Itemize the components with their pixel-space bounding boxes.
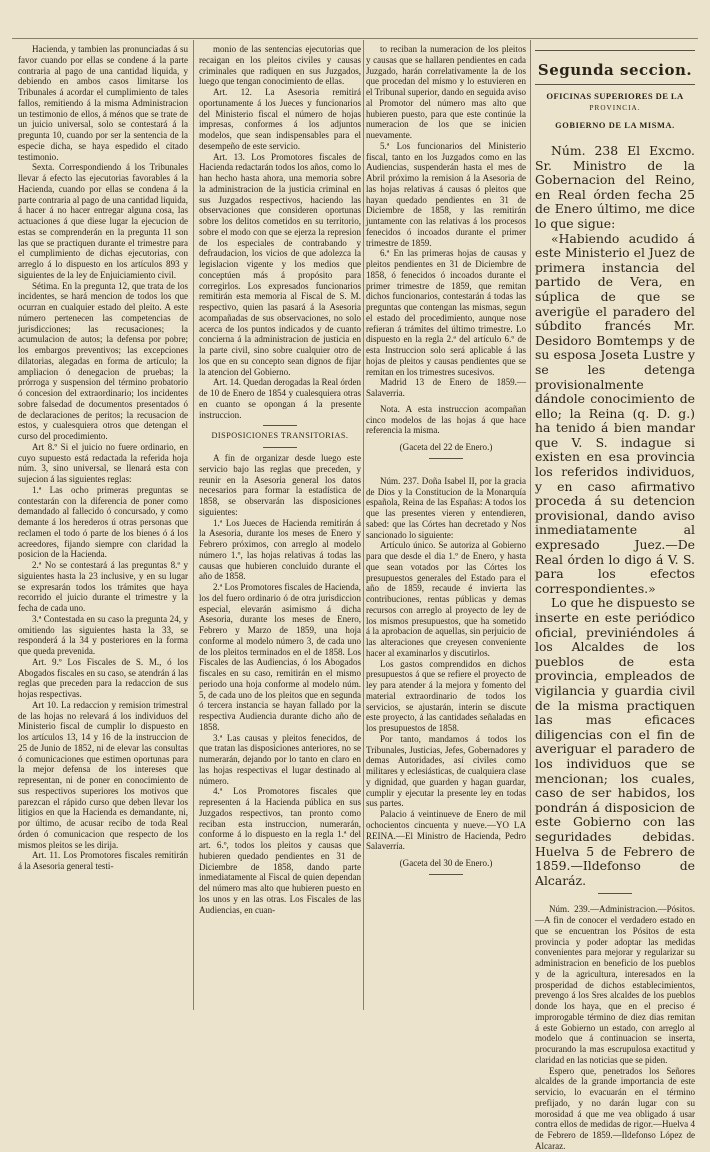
paragraph: Art. 13. Los Promotores fiscales de Hacienda redactarán todos los años, como lo han hecho hasta ahora, una memoria sobre la administracion de la justicia criminal en sus Juzgados respectivos, haciendo las observaciones que consideren oportunas sobre los delitos cometidos en su territorio, sobre el modo con que se ejerza la represion de los especiales de contrabando y defraudacion, los vicios de que adolezca la legislacion vigente y los medios que conceptúen más á propósito para corregirlos. Los expresados funcionarios remitirán esta memoria al Fiscal de S. M. respectivo, quien las pasará á la Asesoria acompañadas de sus observaciones, no solo acerca de los puntos indicados y de cuanto concierna á la administracion de justicia en la parte civil, sino sobre cualquier otro de los que en su concepto sean dignos de fijar la atencion del Gobierno. <box>199 151 361 377</box>
column-divider <box>193 40 194 1010</box>
column-2 <box>199 44 361 1012</box>
gazette-reference: (Gaceta del 22 de Enero.) <box>399 442 493 452</box>
paragraph: Art. 11. Los Promotores fiscales remitirán á la Asesoria general testi- <box>18 850 188 871</box>
paragraph: Los gastos comprendidos en dichos presupuestos á que se refiere el proyecto de ley para atender á la mejora y fomento del material extraordinario de todos los servicios, se ajustarán, interin se discute este proyecto, á las cantidades señaladas en los presupuestos de 1858. <box>366 658 526 733</box>
paragraph: Lo que he dispuesto se inserte en este periódico oficial, previniéndoles á los Alcaldes de los pueblos de esta provincia, empleados de vigilancia y guardia civil de la misma practiquen las mas eficaces diligencias con el fin de averiguar el paradero de los individuos que se mencionan; los cuales, caso de ser habidos, los pondrán á disposicion de este Gobierno con las seguridades debidas. Huelva 5 de Febrero de 1859.—Ildefonso de Alcaráz. <box>535 595 695 888</box>
offices-heading: OFICINAS SUPERIORES DE LA <box>546 90 684 101</box>
paragraph: Art 10. La redaccion y remision trimestral de las hojas no relevará á los individuos del Ministerio fiscal de cumplir lo dispuesto en los artículos 13, 14 y 16 de la instruccion de 25 de Junio de 1852, ni de elevar las consultas ó comunicaciones que estimen oportunas para la mejor defensa de los intereses que representan, ni de poner en conocimiento de sus respectivos superiores los motivos que parezcan el rápido curso que deben llevar los litigios en que la Hacienda es demandante, ni, por último, de acusar recibo de toda Real órden ó comunicacion que respecto de los mismos pleitos se les dirija. <box>18 699 188 850</box>
province-heading: PROVINCIA. <box>589 103 641 112</box>
paragraph: Palacio á veintinueve de Enero de mil ochocientos cincuenta y nueve.—YO LA REINA.—El Ministro de Hacienda, Pedro Salaverría. <box>366 809 526 852</box>
column-1 <box>18 44 188 1012</box>
paragraph: 3.ª Contestada en su caso la pregunta 24, y omitiendo las siguientes hasta la 33, se responderá á la 34 y posteriores en la forma que queda prevenida. <box>18 613 188 656</box>
column-3 <box>366 44 526 1012</box>
paragraph: monio de las sentencias ejecutorias que recaigan en los pleitos civiles y causas criminales que radiquen en sus Juzgados, luego que tengan conocimiento de ellas. <box>199 44 361 87</box>
paragraph: A fin de organizar desde luego este servicio bajo las reglas que preceden, y reunir en la Asesoria general los datos necesarios para formar la estadística de 1858, se observarán las disposiciones siguientes: <box>199 453 361 517</box>
column-divider <box>530 40 531 1010</box>
signature-line: Madrid 13 de Enero de 1859.—Salaverria. <box>366 377 526 398</box>
separator-rule <box>429 458 463 459</box>
section-heading: DISPOSICIONES TRANSITORIAS. <box>211 431 349 441</box>
government-heading: GOBIERNO DE LA MISMA. <box>555 121 675 131</box>
paragraph: «Habiendo acudido á este Ministerio el Juez de primera instancia del partido de Vera, en súplica de que se averigüe el paradero del súbdito francés Mr. Desidoro Bomtemps y de su esposa Joseta Lustre y se les detenga provisionalmente dándole conocimiento de ello; la Reina (q. D. g.) ha tenido á bien mandar que V. S. indague si existen en esa provincia los referidos individuos, y en caso afirmativo proceda á su detencion provisional, dando aviso inmediatamente al expresado Juez.—De Real órden lo digo á V. S. para los efectos correspondientes.» <box>535 230 695 596</box>
notice-238 <box>535 144 695 888</box>
paragraph: Espero que, penetrados los Señores alcaldes de la grande importancia de este servicio, lo evacuarán en el término prefijado, y no darán lugar con su morosidad á que me vea obligado á usar contra ellos de medidas de rigor.—Huelva 4 de Febrero de 1859.—Ildefonso López de Alcaraz. <box>535 1065 695 1151</box>
top-rule <box>12 38 698 39</box>
paragraph: Núm. 237. Doña Isabel II, por la gracia de Dios y la Constitucion de la Monarquía española, Reina de las Españas: A todos los que las presentes vieren y entendieren, sabed: que las Córtes han decretado y Nos sancionado lo siguiente: <box>366 475 526 540</box>
column-divider <box>363 40 364 1010</box>
column-4 <box>535 44 695 1151</box>
paragraph: Artículo único. Se autoriza al Gobierno para que desde el dia 1.º de Enero, y hasta que sean votados por las Córtes los presupuestos generales del Estado para el año de 1859, recaude é invierta las contribuciones, rentas públicas y demas recursos con arreglo al proyecto de ley de los mismos presupuestos, que ha sometido á la aprobacion de aquellas, sin perjuicio de las alteraciones que creyesen conveniente hacer al examinarlos y discutirlos. <box>366 540 526 658</box>
paragraph: Núm. 239.—Administracion.—Pósitos.—A fin de conocer el verdadero estado en que se encuentran los Pósitos de esta provincia y poder adoptar las medidas convenientes para mejorar y regularizar su administracion en beneficio de los pueblos y de la agricultura, interesados en la prosperidad de dichos establecimientos, prevengo á los Sres alcaldes de los pueblos donde los haya, que en el preciso é improrogable término de diez dias remitan á este Gobierno un estado, con arreglo al modelo que á continuacion se inserta, procurando la mas escrupulosa exactitud y claridad en las noticias que se piden. <box>535 904 695 1065</box>
paragraph: 6.ª En las primeras hojas de causas y pleitos pendientes en 31 de Diciembre de 1858, ó fenecidos ó incoados durante el primer trimestre de 1859, que remitan dichos funcionarios, contestarán á todas las preguntas que contengan las mismas, segun el estado del procedimiento, aunque nose refieran á trámites del último trimestre. Lo dispuesto en la regla 2.ª del artículo 6.º de esta Instruccion solo será aplicable á las hojas de pleitos y causas pendientes que se remitan en los trimestres sucesivos. <box>366 248 526 377</box>
paragraph: 2.ª Los Promotores fiscales de Hacienda, los del fuero ordinario ó de otra jurisdiccion especial, elevarán asimismo á dicha Asesoria, durante los meses de Enero, Febrero y Marzo de 1859, una hoja conforme al modelo número 3, de cada uno de los pleitos terminados en el de 1858. Los Fiscales de las Audiencias, ó los Abogados fiscales en su caso, remitirán en el mismo periodo una hoja conforme al modelo núm. 5, de cada uno de los pleitos que en segunda ó tercera instancia se hayan fallado por la respectiva Audiencia durante dicho año de 1858. <box>199 582 361 732</box>
paragraph: 1.ª Las ocho primeras preguntas se contestarán con la diferencia de poner como demandado al fallecido ó concursado, y como demante á los herederos ú otras personas que reclamen el todo ó parte de los bienes ó á los acreedores, fijando siempre con claridad la posicion de la Hacienda. <box>18 484 188 560</box>
separator-rule <box>535 84 695 85</box>
separator-rule <box>263 447 297 448</box>
paragraph: Art 8.º Si el juicio no fuere ordinario, en cuyo supuesto está redactada la referida hoja núm. 3, sino universal, se llenará esta con sujecion á las siguientes reglas: <box>18 441 188 484</box>
paragraph: to reciban la numeracion de los pleitos y causas que se hallaren pendientes en cada Juzgado, harán correlativamente la de los que procedan del mismo y lo estuvieren en el Tribunal superior, dando en seguida aviso al Promotor del número mas alto que hubieren puesto, para que este continúe la numeracion de los que se inicien nuevamente. <box>366 44 526 140</box>
paragraph: Art. 14. Quedan derogadas la Real órden de 10 de Enero de 1854 y cualesquiera otras en cuanto se opongan á la presente instruccion. <box>199 377 361 420</box>
paragraph: Por tanto, mandamos á todos los Tribunales, Justicias, Jefes, Gobernadores y demas Autoridades, así civiles como militares y eclesiásticas, de cualquiera clase y dignidad, que guarden y hagan guardar, cumplir y ejecutar la presente ley en todas sus partes. <box>366 733 526 809</box>
paragraph: Sétima. En la pregunta 12, que trata de los incidentes, se hará mencion de todos los que ocurran en cualquier estado del pleito. A este número pertenecen las competencias de jurisdicciones; las recusaciones; la acumulacion de autos; la defensa por pobre; los embargos preventivos; las excepciones dilatorias, alegadas en forma de artículo; la ampliacion ó denegacion de pruebas; la prórroga y suspension del término probatorio ó concesion del extraordinario; los incidentes sobre falsedad de documentos presentados ó de declaraciones de peritos; la recusacion de estos, y cualesquiera otros que detengan el curso del procedimiento. <box>18 280 188 441</box>
separator-rule <box>598 893 632 894</box>
paragraph: Núm. 238 El Excmo. Sr. Ministro de la Gobernacion del Reino, en Real órden fecha 25 de Enero último, me dice lo que sigue: <box>535 143 695 231</box>
paragraph: Art. 12. La Asesoria remitirá oportunamente á los Jueces y funcionarios del Ministerio fiscal el número de hojas impresas, conformes á los adjuntos modelos, que sean indispensables para el desempeño de este servicio. <box>199 87 361 151</box>
paragraph: 4.ª Los Promotores fiscales que representen á la Hacienda pública en sus Juzgados respectivos, tan pronto como reciban esta instruccion, numerarán, conforme á lo dispuesto en la regla 1.ª del art. 6.º, todos los pleitos y causas que hubieren quedado pendientes en 31 de Diciembre de 1858, dando parte inmediatamente al Fiscal de quien dependan del número mas alto que hubieren puesto en los unos y en las otras. Los Fiscales de las Audiencias, en cuan- <box>199 786 361 915</box>
separator-rule <box>263 425 297 426</box>
paragraph: 2.ª No se contestará á las preguntas 8.ª y siguientes hasta la 23 inclusive, y en su lugar se expresarán todos los trámites que haya recorrido el juicio durante el trimestre y la fecha de cada uno. <box>18 560 188 613</box>
paragraph: 1.ª Los Jueces de Hacienda remitirán á la Asesoria, durante los meses de Enero y Febrero próximos, con arreglo al modelo número 1.º, las hojas relativas á todas las causas que hubieren concluido durante el año de 1858. <box>199 517 361 582</box>
paragraph: 5.ª Los funcionarios del Ministerio fiscal, tanto en los Juzgados como en las Audiencias, suspenderán hasta el mes de Abril próximo la remision á la Asesoria de las hojas relativas á causas ó pleitos que hayan quedado pendientes en 31 de Diciembre de 1858, y las remitirán juntamente con las relativas á los procesos fenecidos ó incoados durante el primer trimestre de 1859. <box>366 140 526 248</box>
separator-rule <box>429 874 463 875</box>
paragraph: 3.ª Las causas y pleitos fenecidos, de que tratan las disposiciones anteriores, no se numerarán, dejando por lo tanto en claro en las hojas respectivas el lugar destinado al número. <box>199 732 361 786</box>
paragraph: Art. 9.º Los Fiscales de S. M., ó los Abogados fiscales en su caso, se atendrán á las reglas que preceden para la redaccion de sus hojas respectivas. <box>18 656 188 699</box>
section-title: Segunda seccion. <box>537 61 693 79</box>
paragraph: Sexta. Correspondiendo á los Tribunales llevar á efecto las ejecutorias favorables á la Hacienda, cuando por ellas se condena á la parte contraria al pago de una cantidad liquida, á hacer á no hacer entregar alguna cosa, las actuaciones á que diese lugar la ejecucion de estas se comprenderán en la pregunta 11 son las que se practiquen durante el trimestre para el cumplimiento de dichas ejecutorias, con arreglo á lo dispuesto en los artículos 893 y siguientes de la ley de Enjuiciamiento civil. <box>18 162 188 280</box>
gazette-reference: (Gaceta del 30 de Enero.) <box>399 858 493 868</box>
separator-rule <box>535 50 695 51</box>
note: Nota. A esta instruccion acompañan cinco modelos de las hojas á que hace referencia la misma. <box>366 403 526 436</box>
paragraph: Hacienda, y tambien las pronunciadas á su favor cuando por ellas se condene á la parte contraria al pago de una cantidad liquida, y debiendo en ambos casos limitarse los Tribunales á acordar el cumplimiento de tales fallos, remitiendo á la misma Administracion un testimonio de ellos, á ménos que se trate de un juicio universal, solo se contestará á la pregunta 10, cuando por ser la sentencia de la especie dicha, se haya espedido el citado testimonio. <box>18 44 188 162</box>
